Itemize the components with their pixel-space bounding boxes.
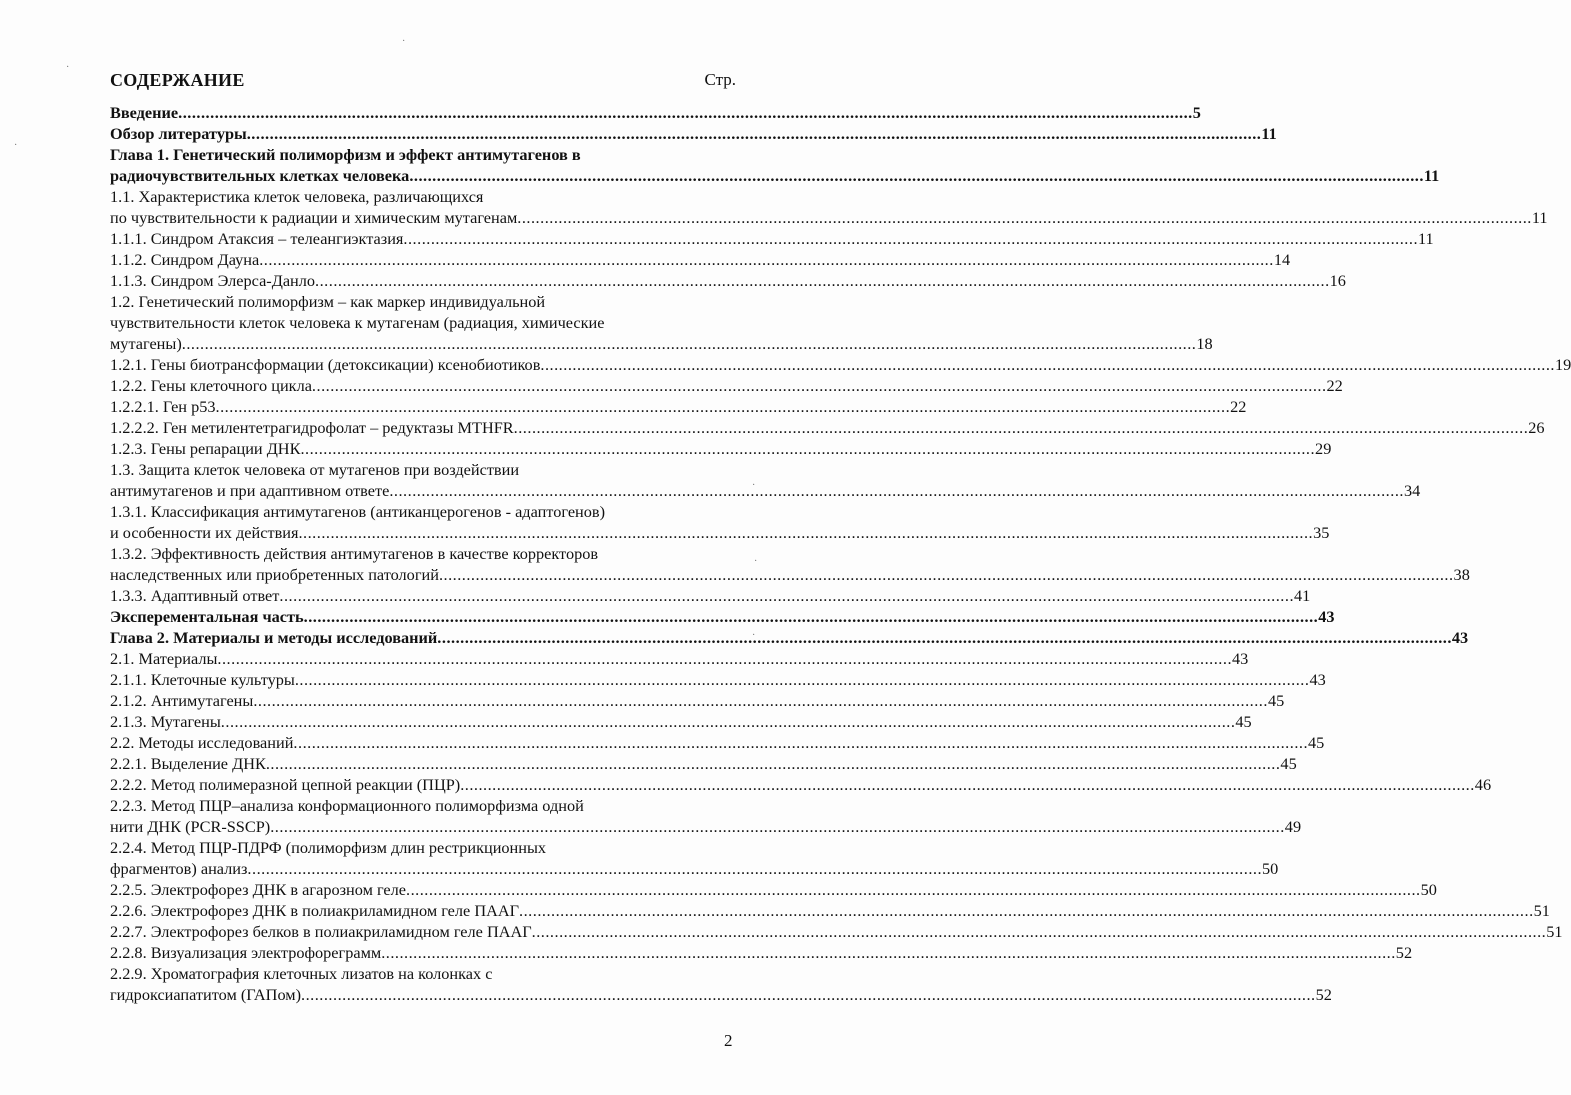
toc-entry-line: 2.2.3. Метод ПЦР–анализа конформационного полиморфизма одной <box>110 796 584 815</box>
toc-entry-final-line <box>110 648 1249 669</box>
scan-speck: · <box>752 630 756 641</box>
toc-entry-page: 46 <box>1474 775 1492 794</box>
toc-entry-title: 1.1.1. Синдром Атаксия – телеангиэктазия <box>110 229 404 248</box>
dot-leader <box>247 123 1262 144</box>
toc-entry-final-line <box>110 165 1440 186</box>
toc-entry-page: 11 <box>1261 124 1277 143</box>
dot-leader <box>519 900 1534 921</box>
toc-entry <box>110 102 1201 123</box>
toc-entry <box>110 144 1440 186</box>
toc-entry <box>110 732 1325 753</box>
toc-entry-title: радиочувствительных клетках человека <box>110 166 410 185</box>
toc-entry-final-line <box>110 396 1247 417</box>
dot-leader <box>295 669 1310 690</box>
toc-entry-page: 18 <box>1196 334 1213 353</box>
toc-entry-page: 45 <box>1308 733 1325 752</box>
toc-entry-title: Введение <box>110 103 179 122</box>
dot-leader <box>517 207 1532 228</box>
dot-leader <box>406 879 1421 900</box>
dot-leader <box>409 165 1424 186</box>
toc-entry-page: 35 <box>1313 523 1330 542</box>
toc-entry-title: 1.2.2.1. Ген р53 <box>110 397 216 416</box>
toc-entry-page: 11 <box>1418 229 1434 248</box>
toc-entry-title: гидроксиапатитом (ГАПом) <box>110 985 301 1004</box>
toc-entry-final-line <box>110 816 1302 837</box>
toc-entry-title: 2.2. Методы исследований <box>110 733 294 752</box>
toc-entry <box>110 585 1311 606</box>
toc-entry-page: 51 <box>1533 901 1550 920</box>
toc-entry-title: 1.3.3. Адаптивный ответ <box>110 586 280 605</box>
toc-entry-page: 43 <box>1232 649 1249 668</box>
toc-entry-final-line <box>110 879 1437 900</box>
dot-leader <box>298 522 1313 543</box>
toc-entry-final-line <box>110 228 1434 249</box>
toc-entry-final-line <box>110 270 1346 291</box>
toc-entry <box>110 900 1550 921</box>
toc-entry-final-line <box>110 669 1326 690</box>
toc-entry-page: 16 <box>1329 271 1346 290</box>
toc-entry-page: 45 <box>1280 754 1297 773</box>
toc-entry-final-line <box>110 732 1325 753</box>
toc-entry-line: чувствительности клеток человека к мутагенам (радиация, химические <box>110 313 605 332</box>
toc-entry-line: Глава 1. Генетический полиморфизм и эффект антимутагенов в <box>110 145 581 164</box>
toc-entry-title: 2.1.2. Антимутагены <box>110 691 254 710</box>
toc-entry-page: 52 <box>1395 943 1413 962</box>
toc-entry-page: 22 <box>1230 397 1247 416</box>
toc-entry-page: 50 <box>1420 880 1437 899</box>
toc-entry-line: 1.3.2. Эффективность действия антимутагенов в качестве корректоров <box>110 544 599 563</box>
toc-entry-final-line <box>110 858 1279 879</box>
page-column-label: Стр. <box>704 70 736 89</box>
toc-entry <box>110 690 1285 711</box>
toc-entry-page: 50 <box>1262 859 1279 878</box>
toc-entry-title: 2.2.7. Электрофорез белков в полиакриламидном геле ПААГ <box>110 922 532 941</box>
toc-entry-final-line <box>110 585 1311 606</box>
dot-leader <box>247 858 1262 879</box>
toc-entry-page: 11 <box>1531 208 1548 227</box>
dot-leader <box>312 375 1327 396</box>
toc-entry-page: 52 <box>1315 985 1332 1004</box>
toc-entry-title: 1.2.2. Гены клеточного цикла <box>110 376 312 395</box>
table-of-contents <box>110 102 1571 1005</box>
toc-entry-title: 2.2.1. Выделение ДНК <box>110 754 266 773</box>
scan-speck: · <box>752 480 756 491</box>
toc-entry-page: 26 <box>1528 418 1545 437</box>
toc-entry-final-line <box>110 921 1563 942</box>
toc-entry-final-line <box>110 690 1285 711</box>
toc-entry-page: 51 <box>1546 922 1563 941</box>
dot-leader <box>216 396 1231 417</box>
toc-entry <box>110 249 1291 270</box>
toc-entry <box>110 270 1346 291</box>
toc-entry-final-line <box>110 942 1413 963</box>
scan-speck: · <box>754 556 758 567</box>
toc-entry-final-line <box>110 522 1330 543</box>
toc-entry-title: фрагментов) анализ <box>110 859 248 878</box>
toc-entry-final-line <box>110 564 1470 585</box>
toc-entry-line: 1.3.1. Классификация антимутагенов (антиканцерогенов - адаптогенов) <box>110 502 606 521</box>
toc-entry-page: 11 <box>1423 166 1440 185</box>
toc-entry <box>110 417 1545 438</box>
toc-entry-title: 2.1.3. Мутагены <box>110 712 221 731</box>
dot-leader <box>301 984 1316 1005</box>
toc-entry-final-line <box>110 123 1277 144</box>
toc-entry-line: 2.2.9. Хроматография клеточных лизатов на колонках с <box>110 964 493 983</box>
dot-leader <box>514 417 1529 438</box>
scan-speck: · <box>14 140 18 151</box>
toc-entry <box>110 123 1277 144</box>
dot-leader <box>460 774 1475 795</box>
toc-entry-title: 2.2.8. Визуализация электрофореграмм <box>110 943 382 962</box>
scan-speck: · <box>402 36 406 47</box>
dot-leader <box>315 270 1330 291</box>
toc-entry-title: наследственных или приобретенных патологий <box>110 565 439 584</box>
toc-entry <box>110 375 1343 396</box>
toc-entry-final-line <box>110 774 1492 795</box>
toc-entry <box>110 186 1548 228</box>
toc-entry-final-line <box>110 333 1213 354</box>
toc-entry <box>110 627 1469 648</box>
dot-leader <box>259 249 1274 270</box>
toc-entry-title: антимутагенов и при адаптивном ответе <box>110 481 390 500</box>
toc-entry-title: 2.2.6. Электрофорез ДНК в полиакриламидном геле ПААГ <box>110 901 520 920</box>
toc-entry-final-line <box>110 711 1252 732</box>
toc-entry-final-line <box>110 984 1332 1005</box>
toc-entry-page: 45 <box>1235 712 1252 731</box>
toc-entry-title: 2.2.2. Метод полимеразной цепной реакции (ПЦР) <box>110 775 461 794</box>
dot-leader <box>266 753 1281 774</box>
toc-entry-title: 2.2.5. Электрофорез ДНК в агарозном геле <box>110 880 406 899</box>
toc-entry-title: 2.1.1. Клеточные культуры <box>110 670 295 689</box>
dot-leader <box>270 816 1285 837</box>
toc-entry-page: 49 <box>1284 817 1302 836</box>
toc-entry <box>110 942 1413 963</box>
toc-entry-page: 14 <box>1273 250 1291 269</box>
dot-leader <box>389 480 1404 501</box>
dot-leader <box>221 711 1236 732</box>
toc-entry-final-line <box>110 480 1421 501</box>
dot-leader <box>279 585 1294 606</box>
toc-entry-final-line <box>110 354 1571 375</box>
toc-entry <box>110 438 1332 459</box>
toc-entry-page: 29 <box>1315 439 1332 458</box>
toc-entry <box>110 963 1332 1005</box>
toc-entry-page: 22 <box>1326 376 1343 395</box>
toc-entry <box>110 774 1492 795</box>
toc-entry-title: и особенности их действия <box>110 523 299 542</box>
toc-entry <box>110 795 1302 837</box>
toc-entry-final-line <box>110 375 1343 396</box>
toc-entry <box>110 753 1297 774</box>
toc-entry-title: по чувствительности к радиации и химическим мутагенам <box>110 208 518 227</box>
dot-leader <box>437 627 1452 648</box>
scan-speck: · <box>66 62 70 73</box>
dot-leader <box>304 606 1319 627</box>
toc-entry-line: 1.3. Защита клеток человека от мутагенов при воздействии <box>110 460 520 479</box>
toc-entry-line: 2.2.4. Метод ПЦР-ПДРФ (полиморфизм длин рестрикционных <box>110 838 547 857</box>
toc-entry-title: 1.1.3. Синдром Элерса-Данло <box>110 271 316 290</box>
toc-entry-title: 1.2.1. Гены биотрансформации (детоксикации) ксенобиотиков <box>110 355 541 374</box>
dot-leader <box>300 438 1315 459</box>
toc-entry <box>110 396 1247 417</box>
toc-entry-final-line <box>110 900 1550 921</box>
toc-entry-page: 43 <box>1318 607 1335 626</box>
toc-entry <box>110 879 1437 900</box>
toc-entry-final-line <box>110 417 1545 438</box>
toc-entry-page: 43 <box>1451 628 1469 647</box>
toc-entry-page: 5 <box>1192 103 1201 122</box>
toc-entry-final-line <box>110 606 1335 627</box>
page-number: 2 <box>724 1031 733 1050</box>
toc-entry <box>110 921 1563 942</box>
toc-entry-page: 45 <box>1267 691 1285 710</box>
toc-entry-title: Обзор литературы <box>110 124 247 143</box>
toc-entry <box>110 459 1421 501</box>
dot-leader <box>178 102 1193 123</box>
toc-entry <box>110 354 1571 375</box>
toc-entry-line: 1.1. Характеристика клеток человека, различающихся <box>110 187 484 206</box>
toc-entry-page: 19 <box>1555 355 1571 374</box>
toc-entry <box>110 228 1434 249</box>
toc-entry-final-line <box>110 753 1297 774</box>
toc-entry-final-line <box>110 249 1291 270</box>
toc-entry <box>110 711 1252 732</box>
toc-entry-final-line <box>110 627 1469 648</box>
toc-entry-title: 1.1.2. Синдром Дауна <box>110 250 260 269</box>
toc-entry-page: 38 <box>1453 565 1470 584</box>
page-title: СОДЕРЖАНИЕ <box>110 70 245 90</box>
toc-entry-final-line <box>110 207 1548 228</box>
dot-leader <box>532 921 1547 942</box>
toc-header <box>110 70 736 98</box>
dot-leader <box>253 690 1268 711</box>
dot-leader <box>217 648 1232 669</box>
toc-entry <box>110 291 1213 354</box>
dot-leader <box>293 732 1308 753</box>
toc-entry-title: 1.2.3. Гены репарации ДНК <box>110 439 301 458</box>
toc-entry-title: нити ДНК (PCR-SSCP) <box>110 817 271 836</box>
toc-entry <box>110 606 1335 627</box>
toc-entry-title: 1.2.2.2. Ген метилентетрагидрофолат – редуктазы MTHFR <box>110 418 514 437</box>
dot-leader <box>439 564 1454 585</box>
toc-entry-final-line <box>110 438 1332 459</box>
dot-leader <box>381 942 1396 963</box>
toc-entry-title: Глава 2. Материалы и методы исследований <box>110 628 438 647</box>
toc-entry-final-line <box>110 102 1201 123</box>
toc-entry <box>110 837 1279 879</box>
dot-leader <box>182 333 1197 354</box>
toc-entry-page: 43 <box>1309 670 1326 689</box>
toc-entry-title: мутагены) <box>110 334 182 353</box>
toc-entry-line: 1.2. Генетический полиморфизм – как маркер индивидуальной <box>110 292 546 311</box>
toc-entry <box>110 543 1470 585</box>
dot-leader <box>403 228 1418 249</box>
dot-leader <box>540 354 1555 375</box>
toc-entry <box>110 501 1330 543</box>
toc-entry <box>110 669 1326 690</box>
toc-entry-page: 34 <box>1403 481 1421 500</box>
toc-entry <box>110 648 1249 669</box>
toc-entry-page: 41 <box>1294 586 1311 605</box>
toc-entry-title: 2.1. Материалы <box>110 649 218 668</box>
toc-entry-title: Эксперементальная часть <box>110 607 304 626</box>
